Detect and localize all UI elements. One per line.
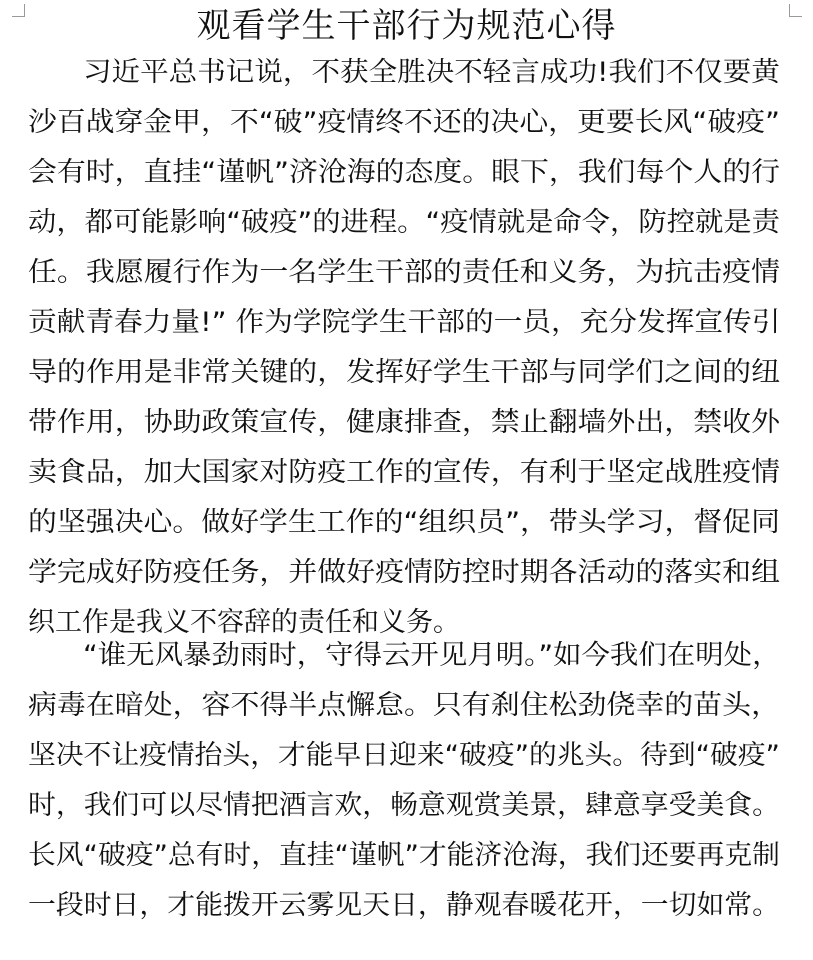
text-line: 沙百战穿金甲，不“破”疫情终不还的决心，更要长风“破疫” (28, 107, 780, 138)
text-line: 的坚强决心。做好学生工作的“组织员”，带头学习，督促同 (28, 507, 780, 538)
text-line: 学完成好防疫任务，并做好疫情防控时期各活动的落实和组 (28, 557, 780, 588)
text-line: 一段时日，才能拨开云雾见天日，静观春暖花开，一切如常。 (28, 890, 780, 921)
text-line: 坚决不让疫情抬头，才能早日迎来“破疫”的兆头。待到“破疫” (28, 740, 780, 771)
text-line: 病毒在暗处，容不得半点懈怠。只有刹住松劲侥幸的苗头， (28, 690, 780, 721)
text-line: “谁无风暴劲雨时，守得云开见月明。”如今我们在明处， (83, 640, 781, 671)
text-line: 织工作是我义不容辞的责任和义务。 (28, 607, 460, 638)
text-line: 动，都可能影响“破疫”的进程。“疫情就是命令，防控就是责 (28, 207, 780, 238)
text-line: 带作用，协助政策宣传，健康排查，禁止翻墙外出，禁收外 (28, 407, 780, 438)
text-line: 会有时，直挂“谨帆”济沧海的态度。眼下，我们每个人的行 (28, 157, 780, 188)
text-line: 卖食品，加大国家对防疫工作的宣传，有利于坚定战胜疫情 (28, 457, 780, 488)
text-line: 贡献青春力量!” 作为学院学生干部的一员，充分发挥宣传引 (28, 307, 781, 338)
text-line: 时，我们可以尽情把酒言欢，畅意观赏美景，肆意享受美食。 (28, 790, 780, 821)
text-line: 习近平总书记说，不获全胜决不轻言成功!我们不仅要黄 (83, 57, 780, 88)
text-line: 任。我愿履行作为一名学生干部的责任和义务，为抗击疫情 (28, 257, 780, 288)
text-line: 导的作用是非常关键的，发挥好学生干部与同学们之间的纽 (28, 357, 780, 388)
text-line: 长风“破疫”总有时，直挂“谨帆”才能济沧海，我们还要再克制 (28, 840, 780, 871)
document-title: 观看学生干部行为规范心得 (196, 6, 617, 46)
